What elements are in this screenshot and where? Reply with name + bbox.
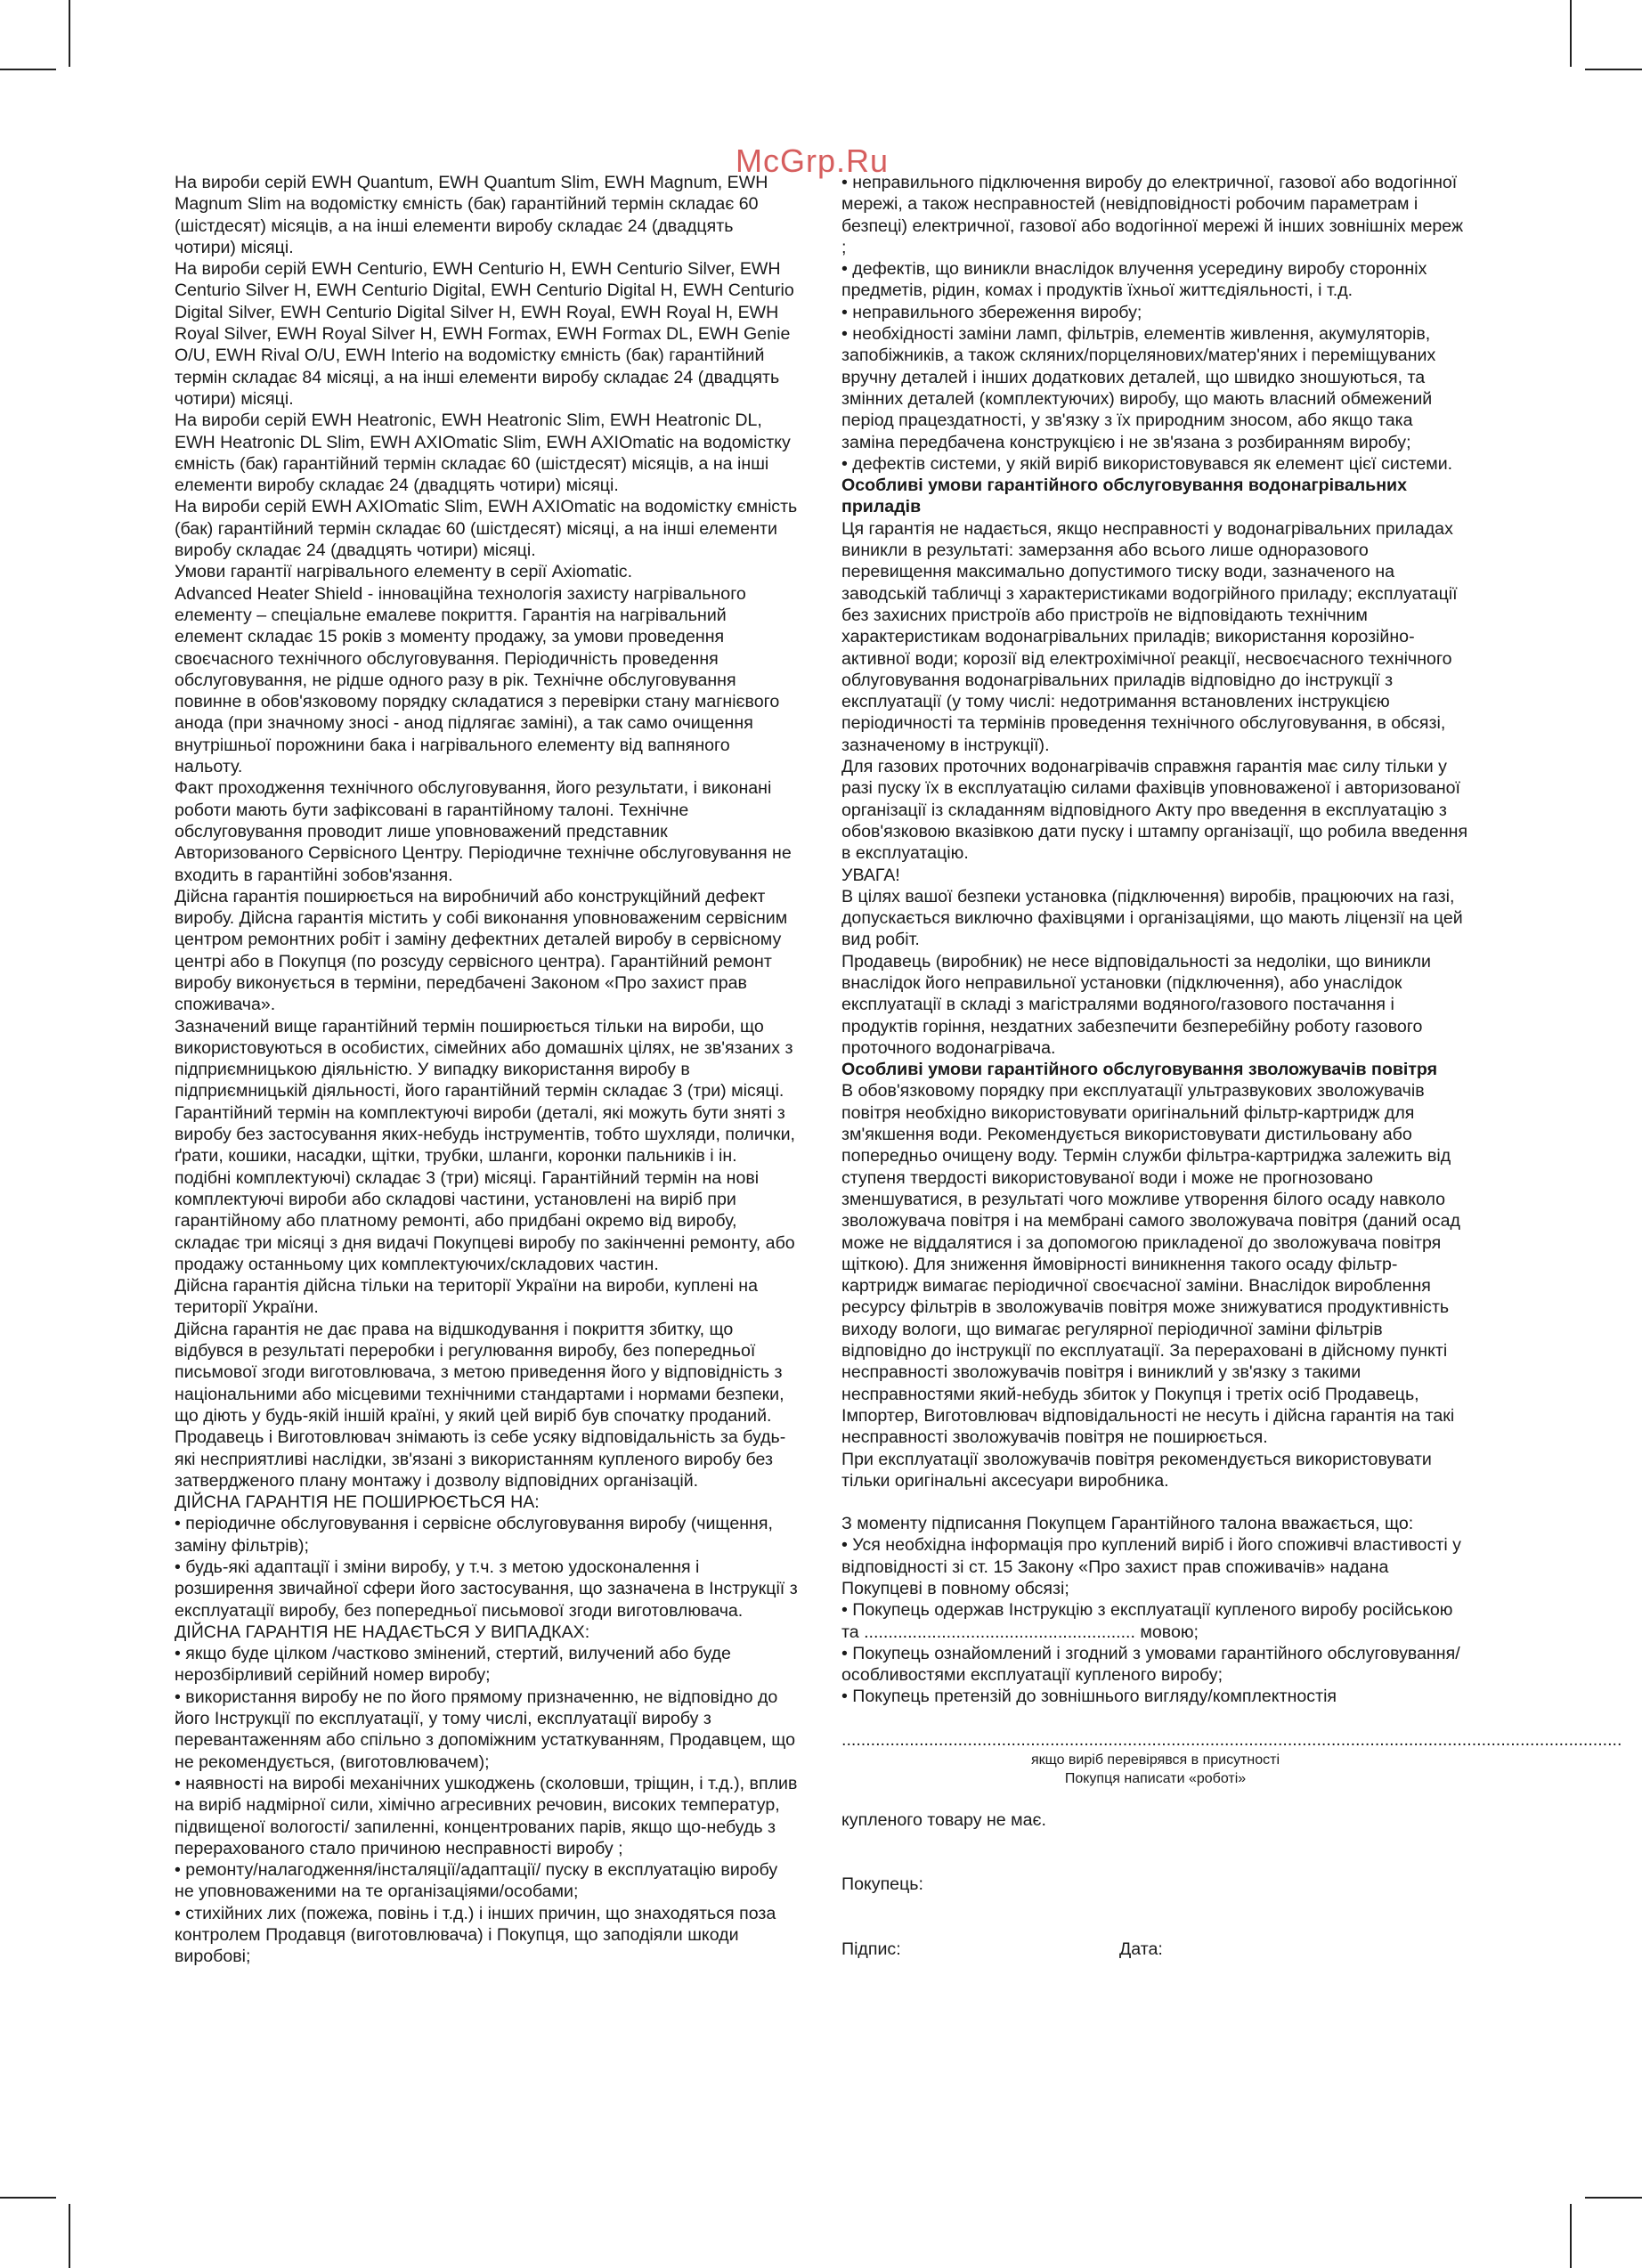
list-item: • необхідності заміни ламп, фільтрів, елементів живлення, акумуляторів, запобіжників, а також скляних/порцелянових/матер'яних і переміщуваних вручну деталей і інших додаткових деталей, що швидко зношуються, та змінних деталей (комплектуючих) виробу, що мають власний обмежений період працездатності, у зв'язку з їх природним зносом, або якщо така заміна передбачена конструкцією і не зв'язана з розбиранням виробу; <box>841 324 1436 452</box>
paragraph: З моменту підписання Покупцем Гарантійного талона вважається, що: <box>841 1514 1414 1534</box>
paragraph: Ця гарантія не надається, якщо несправності у водонагрівальних приладах виникли в результаті: замерзання або всього лише одноразового перевищення максимально допустимого тиску води, зазначеного на заводській табличці з характеристиками водогрійного приладу; експлуатації без захисних пристроїв або пристроїв не відповідають технічним характеристикам водонагрівальних приладів; використання корозійно-активної води; корозії від електрохімічної реакції, несвоєчасного технічного облуговування водонагрівальних приладів відповідно до інструкції з експлуатації (у тому числі: недотримання встановлених інструкцією періодичності та термінів проведення технічного обслуговування, в обсязі, зазначеному в інструкції). <box>841 518 1458 755</box>
list-item: • стихійних лих (пожежа, повінь і т.д.) і інших причин, що знаходяться поза контролем Продавця (виготовлювача) і Покупця, що заподіяли шкоди виробові; <box>175 1903 776 1967</box>
section-heading-humidifiers: Особливі умови гарантійного обслуговування зволожувачів повітря <box>841 1060 1438 1080</box>
crop-mark <box>1570 2204 1572 2268</box>
paragraph: Факт проходження технічного обслуговування, його результати, і виконані роботи мають бути зафіксовані в гарантійному талоні. Технічне обслуговування проводит лише уповноважений представник Авторизованого Сервісного Центру. Періодичне технічне обслуговування не входить в гарантійні зобов'язання. <box>175 778 792 885</box>
paragraph: На вироби серій EWH Heatronic, EWH Heatronic Slim, EWH Heatronic DL, EWH Heatronic DL Slim, EWH AXIOmatic Slim, EWH AXIOmatic на водомістку ємність (бак) гарантійний термін складає 60 (шістдесят) місяців, а на інші елементи виробу складає 24 (двадцять чотири) місяці. <box>175 411 791 496</box>
list-item: • Покупець одержав Інструкцію з експлуатації купленого виробу російською та ........................................................ мовою; <box>841 1600 1453 1642</box>
paragraph: Умови гарантії нагрівального елементу в серії Axiomatic. <box>175 562 633 582</box>
signature-row <box>841 1939 1469 1960</box>
crop-mark <box>69 2204 70 2268</box>
paragraph: Для газових проточних водонагрівачів справжня гарантія має силу тільки у разі пуску їх в експлуатацію силами фахівців уповноваженої і авторизованої організації із складанням відповідного Акту про введення в експлуатацію з обов'язковою вказівкою дати пуску і штампу організації, що робила введення в експлуатацію. <box>841 757 1468 864</box>
paragraph: Продавець і Виготовлювач знімають із себе усяку відповідальність за будь-які несприятливі наслідки, зв'язані з використанням купленого виробу без затвердженого плану монтажу і дозволу відповідних організацій. <box>175 1427 786 1491</box>
crop-mark <box>0 69 56 70</box>
paragraph: Advanced Heater Shield - інноваційна технологія захисту нагрівального елементу – спеціальне емалеве покриття. Гарантія на нагрівальний елемент складає 15 років з моменту продажу, за умови проведення своєчасного технічного обслуговування. Періодичність проведення обслуговування, не рідше одного разу в рік. Технічне обслуговування повинне в обов'язковому порядку складатися з перевірки стану магнієвого анода (при значному зносі - анод підлягає заміні), а так само очищення внутрішньої порожнини бака і нагрівального елементу від вапняного нальоту. <box>175 583 780 777</box>
paragraph: При експлуатації зволожувачів повітря рекомендується використовувати тільки оригінальні аксесуари виробника. <box>841 1449 1432 1491</box>
note-line: якщо виріб перевірявся в присутності <box>1030 1752 1280 1768</box>
note-line: Покупця написати «роботі» <box>1064 1771 1247 1787</box>
spacer <box>841 1492 1469 1513</box>
buyer-label: Покупець: <box>841 1874 923 1895</box>
crop-mark <box>1570 0 1572 67</box>
crop-mark <box>0 2197 56 2199</box>
list-item: • якщо буде цілком /частково змінений, стертий, вилучений або буде нерозбірливий серійний номер виробу; <box>175 1644 731 1686</box>
paragraph: В обов'язковому порядку при експлуатації ультразвукових зволожувачів повітря необхідно використовувати оригінальний фільтр-картридж для зм'якшення води. Рекомендується використовувати дистильовану або попередньо очищену воду. Термін служби фільтра-картриджа залежить від ступеня твердості використовуваної води і може не прогнозовано зменшуватися, в результаті чого можливе утворення білого осаду навколо зволожувача повітря і на мембрані самого зволожувача повітря (даний осад може не віддалятися і за допомогою прикладеної до зволожувача повітря щіткою). Для зниження ймовірності виникнення такого осаду фільтр-картридж вимагає періодичної своєчасної заміни. Внаслідок вироблення ресурсу фільтрів в зволожувачів повітря може знижуватися продуктивність виходу вологи, що вимагає регулярної періодичної заміни фільтрів відповідно до інструкції по експлуатації. За перераховані в дійсному пункті несправності зволожувачів повітря і виниклий у зв'язку з такими несправностями який-небудь збиток у Покупця і третіх осіб Продавець, Імпортер, Виготовлювач відповідальності не несуть і дійсна гарантія на такі несправності зволожувачів повітря не поширюється. <box>841 1081 1460 1448</box>
section-caption: ДІЙСНА ГАРАНТІЯ НЕ НАДАЄТЬСЯ У ВИПАДКАХ: <box>175 1622 590 1642</box>
crop-mark <box>69 0 70 67</box>
spacer <box>841 1831 1469 1874</box>
dotted-line: ................................................................................................................................................................. <box>841 1729 1622 1750</box>
paragraph: На вироби серій EWH AXIOmatic Slim, EWH AXIOmatic на водомістку ємність (бак) гарантійний термін складає 60 (шістдесят) місяці, а на інші елементи виробу складає 24 (двадцять чотири) місяці. <box>175 497 798 561</box>
list-item: • ремонту/налагодження/інсталяції/адаптації/ пуску в експлуатацію виробу не уповноваженими на те організаціями/особами; <box>175 1860 778 1902</box>
list-item: • наявності на виробі механічних ушкоджень (сколовши, тріщин, і т.д.), вплив на виріб надмірної сили, хімічно агресивних речовин, високих температур, підвищеної вологості/ запиленні, концентрованих парів, якщо що-небудь з перерахованого стало причиною несправності виробу ; <box>175 1773 798 1858</box>
spacer <box>841 1896 1469 1939</box>
crop-mark <box>1585 69 1642 70</box>
paragraph: Зазначений вище гарантійний термін поширюється тільки на вироби, що використовуються в особистих, сімейних або домашніх цілях, не зв'язаних з підприємницькою діяльністю. У випадку використання виробу в підприємницькій діяльності, його гарантійний термін складає 3 (три) місяці. Гарантійний термін на комплектуючі вироби (деталі, які можуть бути зняті з виробу без застосування яких-небудь інструментів, тобто шухляди, полички, ґрати, кошики, насадки, щітки, трубки, шланги, коронки пальників і ін. подібні комплектуючі) складає 3 (три) місяці. Гарантійний термін на нові комплектуючі вироби або складові частини, установлені на виріб при гарантійному або платному ремонті, або придбані окремо від виробу, складає три місяці з дня видачі Покупцеві виробу по закінченні ремонту, або продажу останньому цих комплектуючих/складових частин. <box>175 1016 795 1274</box>
list-item: • Уся необхідна інформація про куплений виріб і його споживчі властивості у відповідності зі ст. 15 Закону «Про захист прав споживачів» надана Покупцеві в повному обсязі; <box>841 1535 1461 1598</box>
list-item: • будь-які адаптації і зміни виробу, у т.ч. з метою удосконалення і розширення звичайної сфери його застосування, що зазначена в Інструкції з експлуатації виробу, без попередньої письмової згоди виготовлювача. <box>175 1557 798 1621</box>
section-caption: ДІЙСНА ГАРАНТІЯ НЕ ПОШИРЮЄТЬСЯ НА: <box>175 1492 540 1513</box>
list-item: • використання виробу не по його прямому призначенню, не відповідно до його Інструкції по експлуатації, у тому числі, експлуатації виробу з перевантаженням або спільно з допоміжним устаткуванням, Продавцем, що не рекомендується, (виготовлювачем); <box>175 1687 796 1772</box>
paragraph: На вироби серій EWH Quantum, EWH Quantum Slim, EWH Magnum, EWH Magnum Slim на водомістку ємність (бак) гарантійний термін складає 60 (шістдесят) місяців, а на інші елементи виробу складає 24 (двадцять чотири) місяці. <box>175 173 768 257</box>
list-item: • періодичне обслуговування і сервісне обслуговування виробу (чищення, заміну фільтрів); <box>175 1514 773 1556</box>
section-heading-water-heaters: Особливі умови гарантійного обслуговування водонагрівальних приладів <box>841 476 1407 517</box>
no-claims-text: купленого товару не має. <box>841 1810 1046 1831</box>
list-item: • неправильного збереження виробу; <box>841 302 1142 322</box>
list-item: • неправильного підключення виробу до електричної, газової або водогінної мережі, а також несправностей (невідповідності робочим параметрам і безпеці) електричної, газової або водогінної мережі й інших зовнішніх мереж ; <box>841 173 1464 257</box>
spacer <box>841 1788 1469 1809</box>
left-column <box>175 172 798 1968</box>
list-item: • дефектів системи, у якій виріб використовувався як елемент цієї системи. <box>841 453 1453 474</box>
list-item: • Покупець претензій до зовнішнього вигляду/комплектностія <box>841 1687 1337 1707</box>
paragraph: Дійсна гарантія поширюється на виробничий або конструкційний дефект виробу. Дійсна гарантія містить у собі виконання уповноваженим сервісним центром ремонтних робіт і заміну дефектних деталей виробу в сервісному центрі або в Покупця (по розсуду сервісного центра). Гарантійний ремонт виробу виконується в терміни, передбачені Законом «Про захист прав споживача». <box>175 886 788 1015</box>
paragraph: На вироби серій EWH Centurio, EWH Centurio H, EWH Centurio Silver, EWH Centurio Silver H, EWH Centurio Digital, EWH Centurio Digital H, EWH Centurio Digital Silver, EWH Centurio Digital Silver H, EWH Royal, EWH Royal H, EWH Royal Silver, EWH Royal Silver H, EWH Formax, EWH Formax DL, EWH Genie O/U, EWH Rival O/U, EWH Interio на водомістку ємність (бак) гарантійний термін складає 84 місяці, а на інші елементи виробу складає 24 (двадцять чотири) місяці. <box>175 259 794 409</box>
paragraph: Дійсна гарантія дійсна тільки на території України на вироби, куплені на території України. <box>175 1276 759 1318</box>
paragraph: В цілях вашої безпеки установка (підключення) виробів, працюючих на газі, допускається виключно фахівцями і організаціями, що мають ліцензії на цей вид робіт. <box>841 886 1463 950</box>
crop-mark <box>1585 2197 1642 2199</box>
date-label: Дата: <box>1119 1939 1163 1959</box>
list-item: • дефектів, що виникли внаслідок влучення усередину виробу сторонніх предметів, рідин, комах і продуктів їхньої життєдіяльності, і т.д. <box>841 259 1427 301</box>
spacer <box>841 1708 1469 1729</box>
paragraph: Продавець (виробник) не несе відповідальності за недоліки, що виникли внаслідок його неправильної установки (підключення), або унаслідок експлуатації в складі з магістралями водяного/газового постачання і продуктів горіння, нездатних забезпечити безперебійну роботу газового проточного водонагрівача. <box>841 951 1431 1058</box>
paragraph: Дійсна гарантія не дає права на відшкодування і покриття збитку, що відбувся в результаті переробки і регулювання виробу, без попередньої письмової згоди виготовлювача, з метою приведення його у відповідність з національними або місцевими технічними стандартами і нормами безпеки, що діють у будь-якій іншій країні, у який цей виріб був спочатку проданий. <box>175 1319 784 1426</box>
watermark: McGrp.Ru <box>736 142 890 179</box>
warning-label: УВАГА! <box>841 865 900 885</box>
right-column <box>841 172 1622 1960</box>
signature-label: Підпис: <box>841 1939 901 1959</box>
list-item: • Покупець ознайомлений і згодний з умовами гарантійного обслуговування/особливостями експлуатації купленого виробу; <box>841 1643 1460 1686</box>
